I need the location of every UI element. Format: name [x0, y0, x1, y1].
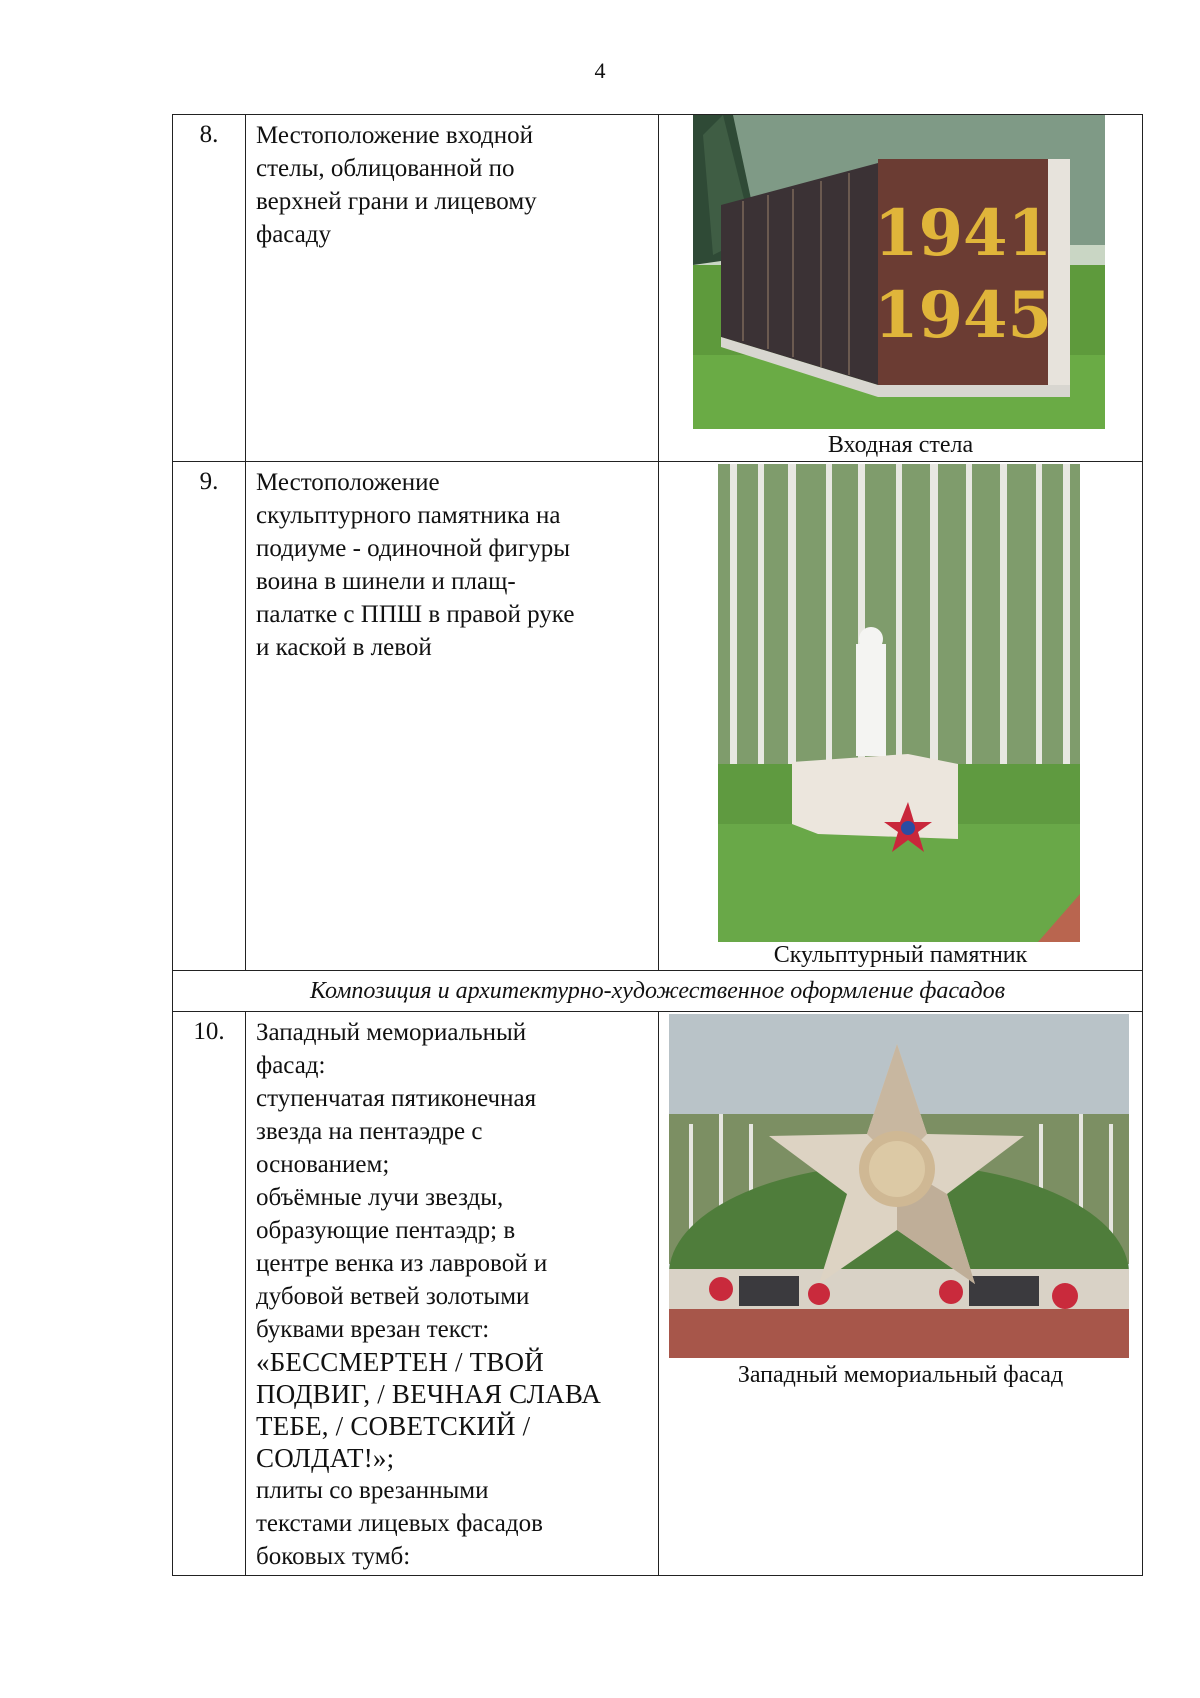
desc-line: дубовой ветвей золотыми — [256, 1283, 530, 1310]
entrance-stele-photo — [693, 115, 1105, 429]
table-row-8 — [173, 115, 1143, 462]
desc-line: плиты со врезанными — [256, 1477, 489, 1504]
desc-line: Местоположение — [256, 469, 440, 496]
page-number: 4 — [594, 58, 606, 83]
desc-line: подиуме - одиночной фигуры — [256, 535, 570, 562]
desc-line: текстами лицевых фасадов — [256, 1510, 543, 1537]
section-row — [173, 971, 1143, 1012]
desc-line: основанием; — [256, 1151, 390, 1178]
desc-line: верхней грани и лицевому — [256, 188, 537, 215]
section-title: Композиция и архитектурно-художественное оформление фасадов — [173, 971, 1143, 1012]
desc-line: Западный мемориальный — [256, 1019, 527, 1046]
row-description — [246, 115, 659, 462]
row-number: 8. — [173, 115, 246, 462]
row-number: 10. — [173, 1012, 246, 1576]
table-row-9 — [173, 462, 1143, 971]
western-memorial-facade-photo — [669, 1014, 1129, 1358]
desc-line: палатке с ППШ в правой руке — [256, 601, 575, 628]
photo-cell — [659, 1012, 1143, 1576]
desc-line: фасаду — [256, 221, 332, 248]
memorial-table — [172, 114, 1143, 1576]
desc-line: боковых тумб: — [256, 1543, 411, 1570]
photo-caption: Скульптурный памятник — [773, 942, 1028, 968]
photo-cell — [659, 115, 1143, 462]
desc-line: стелы, облицованной по — [256, 155, 515, 182]
desc-line: звезда на пентаэдре с — [256, 1118, 483, 1145]
desc-line: образующие пентаэдр; в — [256, 1217, 516, 1244]
desc-line: воина в шинели и плащ- — [256, 568, 516, 595]
inscription-line: ТЕБЕ, / СОВЕТСКИЙ / — [256, 1411, 531, 1441]
inscription-line: СОЛДАТ!»; — [256, 1443, 395, 1473]
desc-line: объёмные лучи звезды, — [256, 1184, 504, 1211]
inscription-line: «БЕССМЕРТЕН / ТВОЙ — [256, 1347, 544, 1377]
photo-caption: Западный мемориальный фасад — [737, 1362, 1064, 1388]
desc-line: центре венка из лавровой и — [256, 1250, 548, 1277]
table-row-10 — [173, 1012, 1143, 1576]
row-description — [246, 462, 659, 971]
desc-line: Местоположение входной — [256, 122, 533, 149]
desc-line: скульптурного памятника на — [256, 502, 561, 529]
photo-cell — [659, 462, 1143, 971]
desc-line: ступенчатая пятиконечная — [256, 1085, 537, 1112]
row-description — [246, 1012, 659, 1576]
desc-line: и каской в левой — [256, 634, 432, 661]
row-number: 9. — [173, 462, 246, 971]
photo-caption: Входная стела — [827, 432, 974, 458]
sculpture-monument-photo — [718, 464, 1080, 942]
year-1945-text: 1945 — [873, 278, 1053, 353]
inscription-line: ПОДВИГ, / ВЕЧНАЯ СЛАВА — [256, 1379, 602, 1409]
desc-line: фасад: — [256, 1052, 326, 1079]
desc-line: буквами врезан текст: — [256, 1316, 490, 1343]
year-1941-text: 1941 — [873, 196, 1053, 271]
